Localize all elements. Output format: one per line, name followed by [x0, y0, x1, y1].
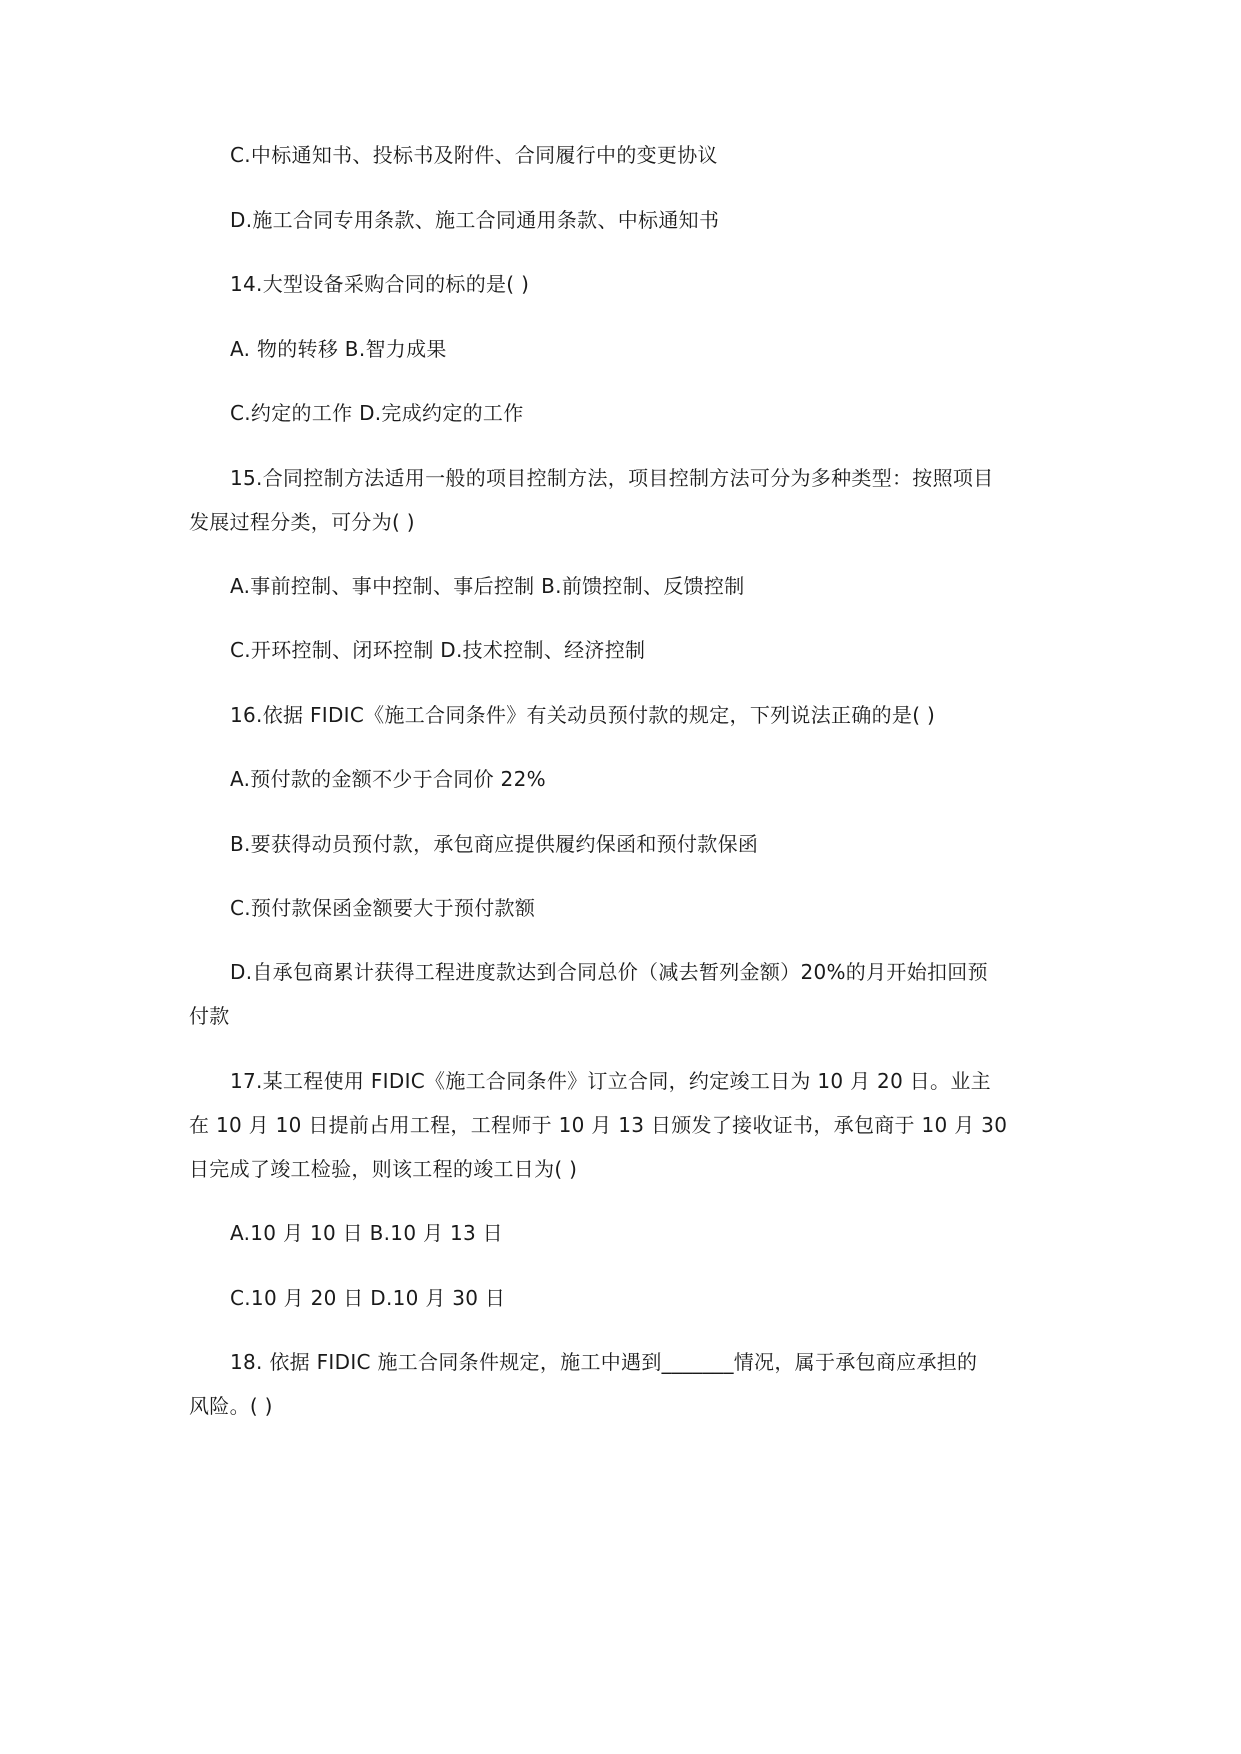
options-14-ab: A. 物的转移 B.智力成果 [230, 337, 447, 361]
option-16b: B.要获得动员预付款，承包商应提供履约保函和预付款保函 [230, 832, 759, 856]
question-18-line-2: 风险。( ) [189, 1394, 273, 1418]
question-17-line-1: 17.某工程使用 FIDIC《施工合同条件》订立合同，约定竣工日为 10 月 20 日。业主 [230, 1069, 991, 1093]
options-15-ab: A.事前控制、事中控制、事后控制 B.前馈控制、反馈控制 [230, 574, 745, 598]
question-17-line-3: 日完成了竣工检验，则该工程的竣工日为( ) [189, 1157, 578, 1181]
options-14-cd: C.约定的工作 D.完成约定的工作 [230, 401, 524, 425]
option-16d-line-2: 付款 [189, 1004, 230, 1028]
option-13c: C.中标通知书、投标书及附件、合同履行中的变更协议 [230, 143, 718, 167]
question-16: 16.依据 FIDIC《施工合同条件》有关动员预付款的规定，下列说法正确的是( ) [230, 703, 936, 727]
question-15-line-2: 发展过程分类，可分为( ) [189, 510, 415, 534]
option-16d-line-1: D.自承包商累计获得工程进度款达到合同总价（减去暂列金额）20%的月开始扣回预 [230, 960, 988, 984]
question-17-line-2: 在 10 月 10 日提前占用工程，工程师于 10 月 13 日颁发了接收证书，承包商于 10 月 30 [189, 1113, 1008, 1137]
options-17-ab: A.10 月 10 日 B.10 月 13 日 [230, 1221, 503, 1245]
question-18-line-1: 18. 依据 FIDIC 施工合同条件规定，施工中遇到_______情况，属于承包商应承担的 [230, 1350, 978, 1374]
options-15-cd: C.开环控制、闭环控制 D.技术控制、经济控制 [230, 638, 646, 662]
question-15-line-1: 15.合同控制方法适用一般的项目控制方法，项目控制方法可分为多种类型：按照项目 [230, 466, 994, 490]
question-14: 14.大型设备采购合同的标的是( ) [230, 272, 530, 296]
options-17-cd: C.10 月 20 日 D.10 月 30 日 [230, 1286, 506, 1310]
option-16c: C.预付款保函金额要大于预付款额 [230, 896, 536, 920]
option-16a: A.预付款的金额不少于合同价 22% [230, 767, 546, 791]
option-13d: D.施工合同专用条款、施工合同通用条款、中标通知书 [230, 208, 720, 232]
